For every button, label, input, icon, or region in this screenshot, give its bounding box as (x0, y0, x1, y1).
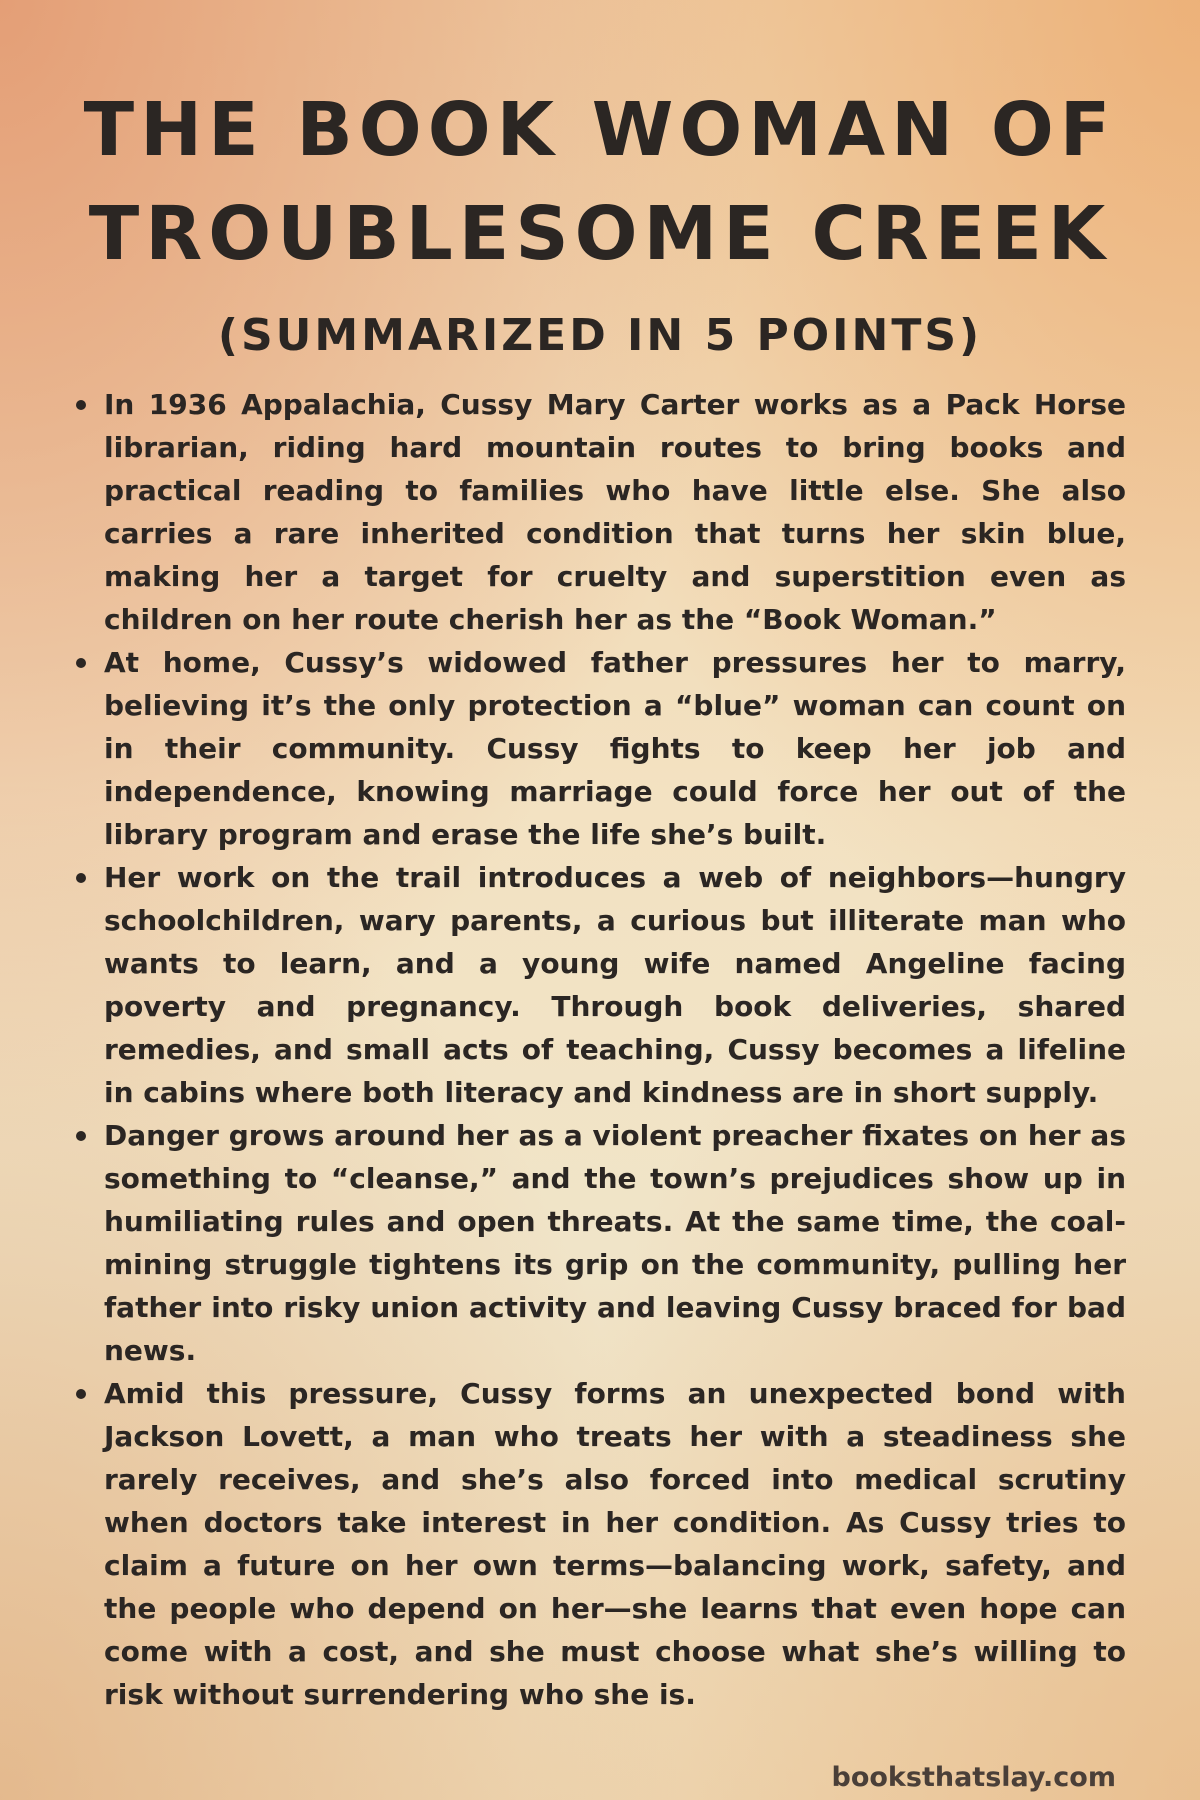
summary-point-text: At home, Cussy’s widowed father pressures her to marry, believing it’s the only protection a “blue” woman can count on in their community. Cussy fights to keep her job and independence, knowing marriage could force her out of the library program and erase the life she’s built. (104, 646, 1126, 851)
summary-point-2 (74, 641, 1126, 856)
summary-point-5 (74, 1372, 1126, 1716)
summary-point-text: Amid this pressure, Cussy forms an unexpected bond with Jackson Lovett, a man who treats her with a steadiness she rarely receives, and she’s also forced into medical scrutiny when doctors take interest in her condition. As Cussy tries to claim a future on her own terms—balancing work, safety, and the people who depend on her—she learns that even hope can come with a cost, and she must choose what she’s willing to risk without surrendering who she is. (104, 1377, 1126, 1711)
bullet-icon (76, 400, 86, 410)
bullet-icon (76, 1389, 86, 1399)
book-title-line-2: TROUBLESOME CREEK (88, 191, 1112, 277)
summary-point-1 (74, 383, 1126, 641)
summary-points-list (74, 383, 1126, 1716)
summary-point-3 (74, 856, 1126, 1114)
summary-point-4 (74, 1114, 1126, 1372)
bullet-icon (76, 1131, 86, 1141)
bullet-icon (76, 873, 86, 883)
book-title (0, 78, 1200, 286)
summary-point-text: Danger grows around her as a violent preacher fixates on her as something to “cleanse,” and the town’s prejudices show up in humiliating rules and open threats. At the same time, the coal-mining struggle tightens its grip on the community, pulling her father into risky union activity and leaving Cussy braced for bad news. (104, 1119, 1126, 1367)
summary-subtitle: (SUMMARIZED IN 5 POINTS) (217, 310, 983, 361)
summary-point-text: Her work on the trail introduces a web of neighbors—hungry schoolchildren, wary parents, a curious but illiterate man who wants to learn, and a young wife named Angeline facing poverty and pregnancy. Through book deliveries, shared remedies, and small acts of teaching, Cussy becomes a lifeline in cabins where both literacy and kindness are in short supply. (104, 861, 1126, 1109)
book-title-line-1: THE BOOK WOMAN OF (83, 87, 1117, 173)
bullet-icon (76, 658, 86, 668)
summary-point-text: In 1936 Appalachia, Cussy Mary Carter works as a Pack Horse librarian, riding hard mountain routes to bring books and practical reading to families who have little else. She also carries a rare inherited condition that turns her skin blue, making her a target for cruelty and superstition even as children on her route cherish her as the “Book Woman.” (104, 388, 1126, 636)
site-url: booksthatslay.com (831, 1762, 1116, 1793)
